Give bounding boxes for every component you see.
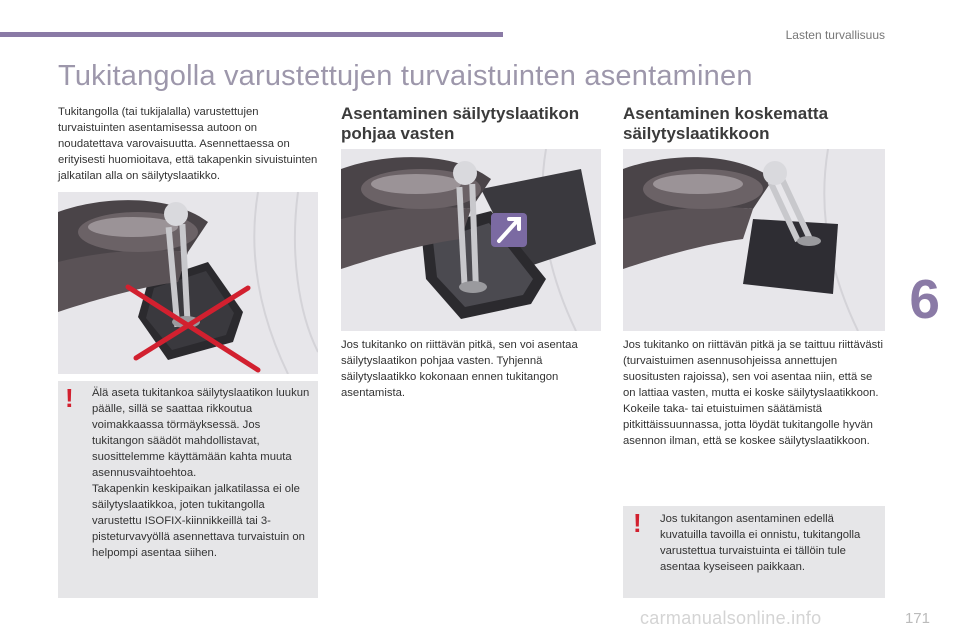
page-number: 171 [904, 610, 930, 627]
warning-text-left-1: Älä aseta tukitankoa säilytyslaatikon luukun päälle, sillä se saattaa rikkoutua voimakkaassa törmäyksessä. Jos tukitangon säädöt mahdollistavat, suosittelemme käyttämään kahta muuta asennusvaihtoehtoa. [92, 387, 310, 479]
page-title: Tukitangolla varustettujen turvaistuinten asentaminen [58, 60, 753, 92]
warning-box-left [58, 381, 318, 598]
heading-no-contact-line2: säilytyslaatikkoon [623, 124, 770, 143]
illustration-incorrect-installation [58, 192, 318, 374]
body-storage-floor: Jos tukitanko on riittävän pitkä, sen voi asentaa säilytyslaatikon pohjaa vasten. Tyhjennä säilytyslaatikko kokonaan ennen tukitangon asentamista. [341, 339, 578, 399]
illustration-storage-floor [341, 149, 601, 331]
heading-no-contact [623, 104, 893, 144]
heading-storage-floor [341, 104, 611, 144]
photo-storage-floor-installation [341, 149, 601, 331]
warning-icon: ! [65, 383, 74, 413]
watermark: carmanualsonline.info [640, 608, 822, 628]
warning-icon: ! [633, 508, 642, 538]
top-accent-bar [0, 32, 503, 37]
warning-text-left-2: Takapenkin keskipaikan jalkatilassa ei ole säilytyslaatikkoa, joten tukitangolla varustettu ISOFIX-kiinnikkeillä tai 3-pisteturvavyöllä asennettava turvaistuin on helpompi asentaa siihen. [92, 483, 305, 559]
illustration-no-contact [623, 149, 885, 331]
photo-incorrect-installation [58, 192, 318, 374]
chapter-number: 6 [909, 268, 940, 330]
intro-paragraph: Tukitangolla (tai tukijalalla) varustettujen turvaistuinten asentamisessa autoon on noudatettava varovaisuutta. Asennettaessa on erityisesti huomioitava, että takapenkin sivuistuinten jalkatilan alla on säilytyslaatikko. [58, 106, 318, 182]
heading-no-contact-line1: Asentaminen koskematta [623, 104, 829, 123]
body-no-contact: Jos tukitanko on riittävän pitkä ja se taittuu riittävästi (turvaistuimen asennusohjeissa annettujen suositusten rajoissa), sen voi asentaa niin, että se on lattiaa vasten, mutta ei koske säilytyslaatikkoon. Kokeile taka- tai etuistuimen säätämistä pitkittäissuunnassa, jotta löydät tukitangolle hyvän asennon ilman, että se koskee säilytyslaatikkoon. [623, 339, 883, 447]
heading-storage-floor-line2: pohjaa vasten [341, 124, 455, 143]
photo-no-contact-installation [623, 149, 885, 331]
heading-storage-floor-line1: Asentaminen säilytyslaatikon [341, 104, 580, 123]
warning-text-right: Jos tukitangon asentaminen edellä kuvatuilla tavoilla ei onnistu, tukitangolla varustettua turvaistuinta ei tällöin tule asentaa kyseiseen paikkaan. [660, 513, 861, 573]
section-label: Lasten turvallisuus [785, 28, 885, 42]
warning-box-right [623, 506, 885, 598]
